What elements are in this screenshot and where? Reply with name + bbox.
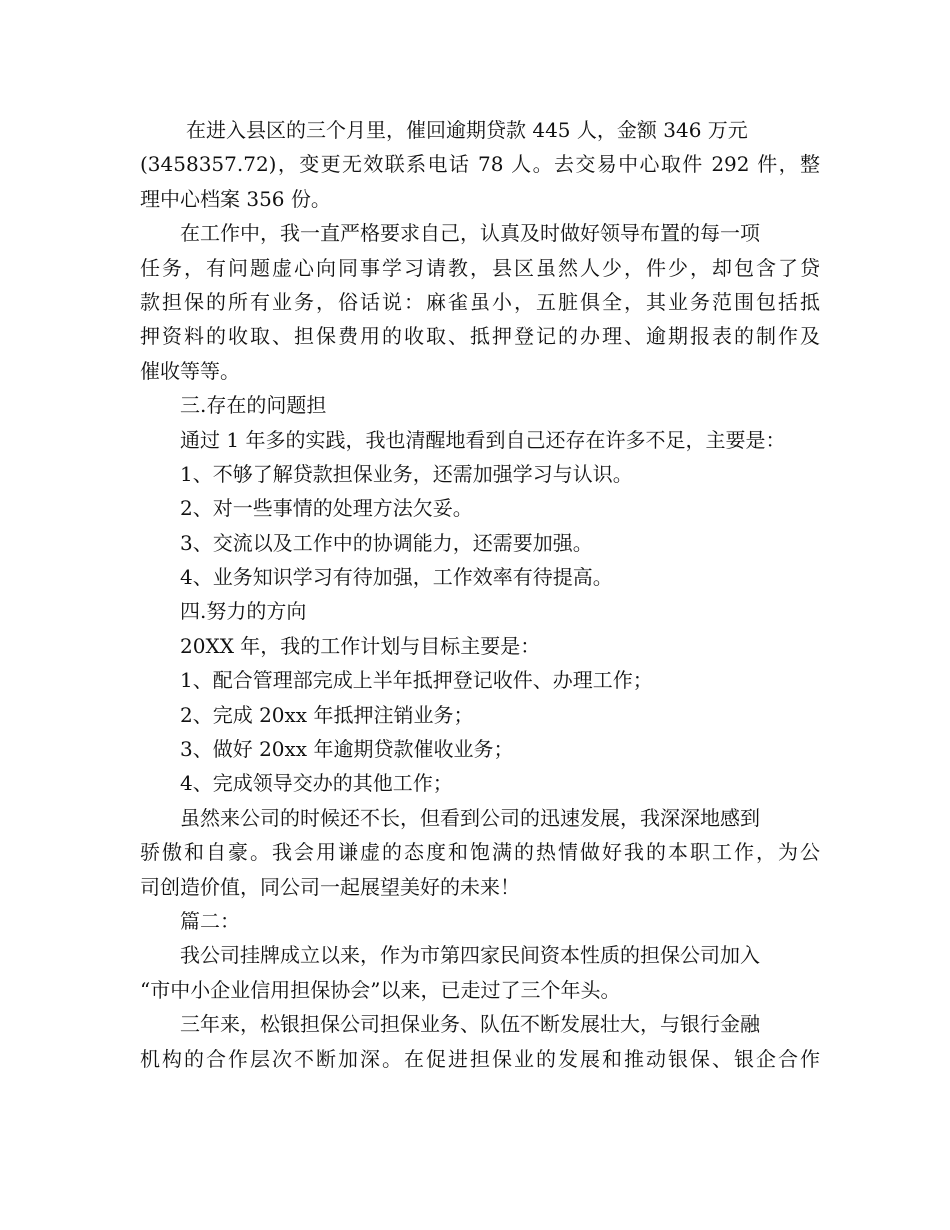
- paragraph-line: 虽然来公司的时候还不长，但看到公司的迅速发展，我深深地感到: [180, 805, 760, 830]
- section-heading: 四.努力的方向: [180, 599, 307, 624]
- list-item: 1、配合管理部完成上半年抵押登记收件、办理工作；: [180, 668, 653, 693]
- list-item: 2、完成 20xx 年抵押注销业务；: [180, 702, 474, 727]
- paragraph-line: 司创造价值，同公司一起展望美好的未来！: [140, 874, 520, 899]
- list-item: 4、完成领导交办的其他工作；: [180, 771, 453, 796]
- paragraph-line: 款担保的所有业务，俗话说：麻雀虽小，五脏俱全，其业务范围包括抵: [140, 289, 820, 314]
- paragraph-line: 任务，有问题虚心向同事学习请教，县区虽然人少，件少，却包含了贷: [140, 255, 820, 280]
- paragraph-line: 20XX 年，我的工作计划与目标主要是：: [180, 633, 541, 658]
- document-body: [140, 113, 820, 1076]
- list-item: 3、做好 20xx 年逾期贷款催收业务；: [180, 737, 514, 762]
- list-item: 3、交流以及工作中的协调能力，还需要加强。: [180, 530, 593, 555]
- paragraph-line: 理中心档案 356 份。: [140, 186, 331, 211]
- list-item: 4、业务知识学习有待加强，工作效率有待提高。: [180, 565, 613, 590]
- section-heading: 篇二：: [180, 908, 240, 933]
- paragraph-line: 在进入县区的三个月里，催回逾期贷款 445 人，金额 346 万元: [186, 118, 748, 142]
- paragraph-line: 三年来，松银担保公司担保业务、队伍不断发展壮大，与银行金融: [180, 1012, 760, 1037]
- paragraph-line: “市中小企业信用担保协会”以来，已走过了三个年头。: [140, 977, 621, 1002]
- paragraph-line: 我公司挂牌成立以来，作为市第四家民间资本性质的担保公司加入: [180, 943, 760, 968]
- paragraph-line: 在工作中，我一直严格要求自己，认真及时做好领导布置的每一项: [180, 221, 760, 246]
- paragraph-line: 机构的合作层次不断加深。在促进担保业的发展和推动银保、银企合作: [140, 1046, 820, 1071]
- list-item: 2、对一些事情的处理方法欠妥。: [180, 496, 473, 521]
- paragraph-line: 骄傲和自豪。我会用谦虚的态度和饱满的热情做好我的本职工作，为公: [140, 840, 820, 865]
- paragraph-line: 押资料的收取、担保费用的收取、抵押登记的办理、逾期报表的制作及: [140, 324, 820, 349]
- paragraph-line: 通过 1 年多的实践，我也清醒地看到自己还存在许多不足，主要是：: [180, 427, 786, 452]
- list-item: 1、不够了解贷款担保业务，还需加强学习与认识。: [180, 461, 633, 486]
- section-heading: 三.存在的问题担: [180, 393, 327, 418]
- paragraph-line: 催收等等。: [140, 358, 240, 383]
- paragraph-line: (3458357.72)，变更无效联系电话 78 人。去交易中心取件 292 件，整: [140, 152, 820, 177]
